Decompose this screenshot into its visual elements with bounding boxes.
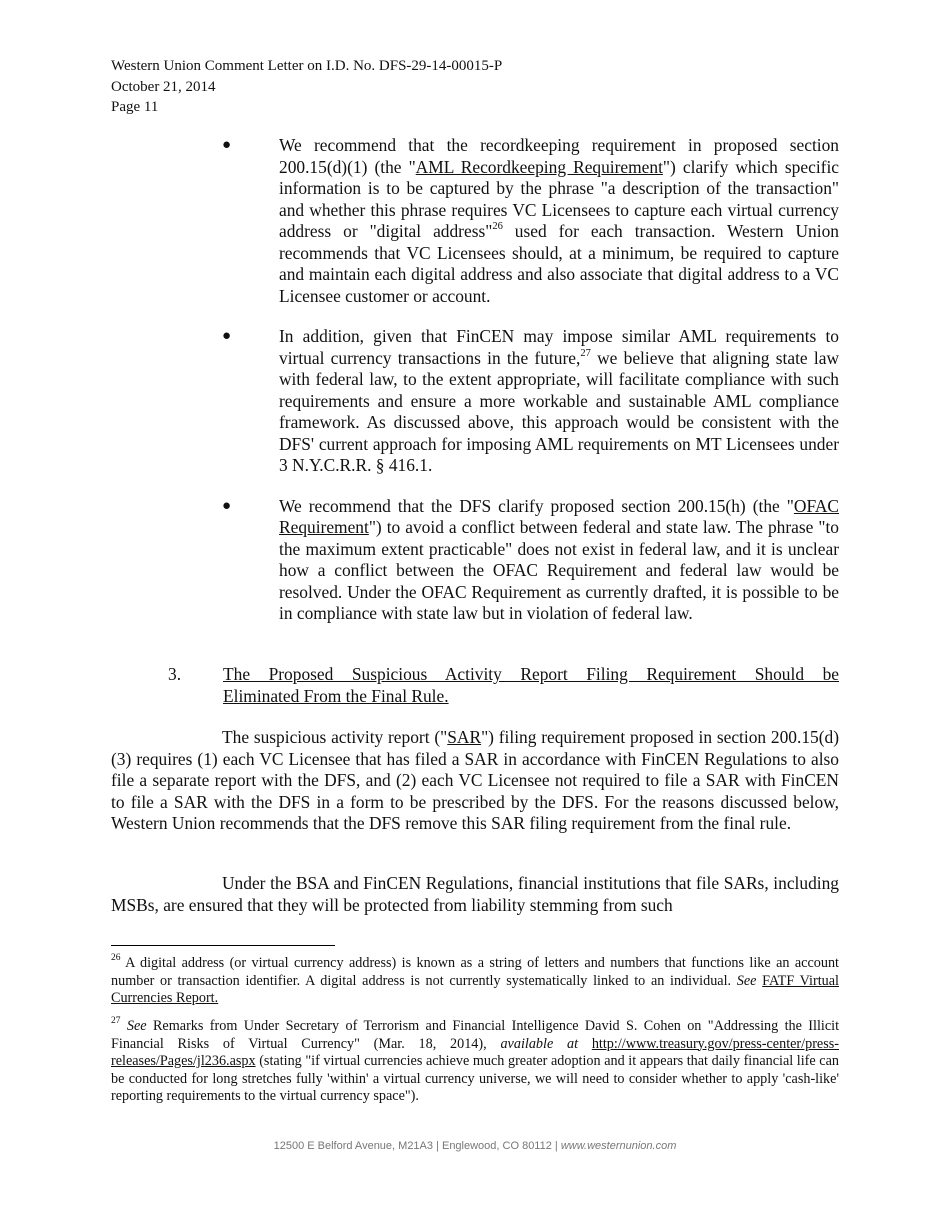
defined-term: OFAC Requirement xyxy=(279,495,839,537)
defined-term: AML Recordkeeping Requirement xyxy=(415,156,663,177)
page-footer xyxy=(0,1140,950,1152)
footnote-number: 27 xyxy=(111,1016,121,1027)
footer-address: 12500 E Belford Avenue, M21A3 | Englewood, CO 80112 | xyxy=(273,1140,561,1152)
treasury-link[interactable]: http://www.treasury.gov/press-center/press-releases/Pages/jl236.aspx xyxy=(111,1035,839,1070)
footnote: $^{27}$ See Remarks from Under Secretary of Terrorism and Financial Intelligence David S. Cohen on "Addressing the Illicit Financial Risks of Virtual Currency" (Mar. 18, 2014), available at http://www.treasury.gov/press-center/press-releases/Pages/jl236.aspx (stating "if virtual currencies achieve much greater adoption and it appears that daily financial life can be conducted for long stretches fully 'within' a virtual currency universe, we will need to consider whether to apply 'cash-like' reporting requirements to the virtual currency space"). xyxy=(111,1016,840,1105)
citation: FATF Virtual Currencies Report. xyxy=(111,972,839,1007)
footnote-divider xyxy=(111,945,335,946)
footnote: $^{26}$ A digital address (or virtual currency address) is known as a string of letters and numbers that functions like an account number or transaction identifier. A digital address is not currently systematically linked to an individual. See FATF Virtual Currencies Report. xyxy=(111,953,839,1007)
section-title: The Proposed Suspicious Activity Report Filing Requirement Should be Eliminated From the Final Rule. xyxy=(223,664,839,706)
header-title: Western Union Comment Letter on I.D. No. DFS-29-14-00015-P xyxy=(111,58,503,74)
list-item-text: We recommend that the recordkeeping requirement in proposed section 200.15(d)(1) (the "AML Recordkeeping Requirement") clarify which specific information is to be captured by the phrase "a description of the transaction" and whether this phrase requires VC Licensees to capture each virtual currency address or "digital address"$^{26}$ used for each transaction. Western Union recommends that VC Licensees should, at a minimum, be required to capture and maintain each digital address and also associate that digital address to a VC Licensee customer or account. xyxy=(279,135,839,306)
section-number: 3. xyxy=(168,664,182,684)
recommendation-list xyxy=(222,135,839,644)
bullet-icon: ● xyxy=(222,497,232,514)
header-date: October 21, 2014 xyxy=(111,78,216,95)
footnote-ref[interactable]: 26 xyxy=(492,221,503,233)
letter-header xyxy=(111,56,502,118)
section-heading xyxy=(168,664,839,707)
list-item xyxy=(222,135,839,307)
footer-website[interactable]: www.westernunion.com xyxy=(560,1140,677,1152)
bullet-icon: ● xyxy=(222,328,232,344)
list-item xyxy=(222,496,839,625)
list-item-text: We recommend that the DFS clarify proposed section 200.15(h) (the "OFAC Requirement") to avoid a conflict between federal and state law. The phrase "to the maximum extent practicable" does not exist in federal law, and it is unclear how a conflict between the OFAC Requirement and federal law would be resolved. Under the OFAC Requirement as currently drafted, it is possible to be in compliance with state law but in violation of federal law. xyxy=(279,495,839,623)
header-page-number: Page 11 xyxy=(111,99,159,115)
footnote-number: 26 xyxy=(111,953,121,964)
bullet-icon: ● xyxy=(222,137,232,153)
footnote-ref[interactable]: 27 xyxy=(580,347,591,359)
list-item xyxy=(222,326,839,477)
body-paragraph: The suspicious activity report ("SAR") filing requirement proposed in section 200.15(d)(3) requires (1) each VC Licensee that has filed a SAR in accordance with FinCEN Regulations to also file a separate report with the DFS, and (2) each VC Licensee not required to file a SAR with FinCEN to file a SAR with the DFS in a form to be prescribed by the DFS. For the reasons discussed below, Western Union recommends that the DFS remove this SAR filing requirement from the final rule. xyxy=(111,727,839,833)
body-paragraph: Under the BSA and FinCEN Regulations, financial institutions that file SARs, including MSBs, are ensured that they will be protected from liability stemming from such xyxy=(111,873,839,915)
list-item-text: In addition, given that FinCEN may impose similar AML requirements to virtual currency transactions in the future,$^{27}$ we believe that aligning state law with federal law, to the extent appropriate, will facilitate compliance with such requirements and ensure a more workable and sustainable AML compliance framework. As discussed above, this approach would be consistent with the DFS' current approach for imposing AML requirements on MT Licensees under 3 N.Y.C.R.R. § 416.1. xyxy=(279,326,840,475)
defined-term: SAR xyxy=(447,727,482,747)
